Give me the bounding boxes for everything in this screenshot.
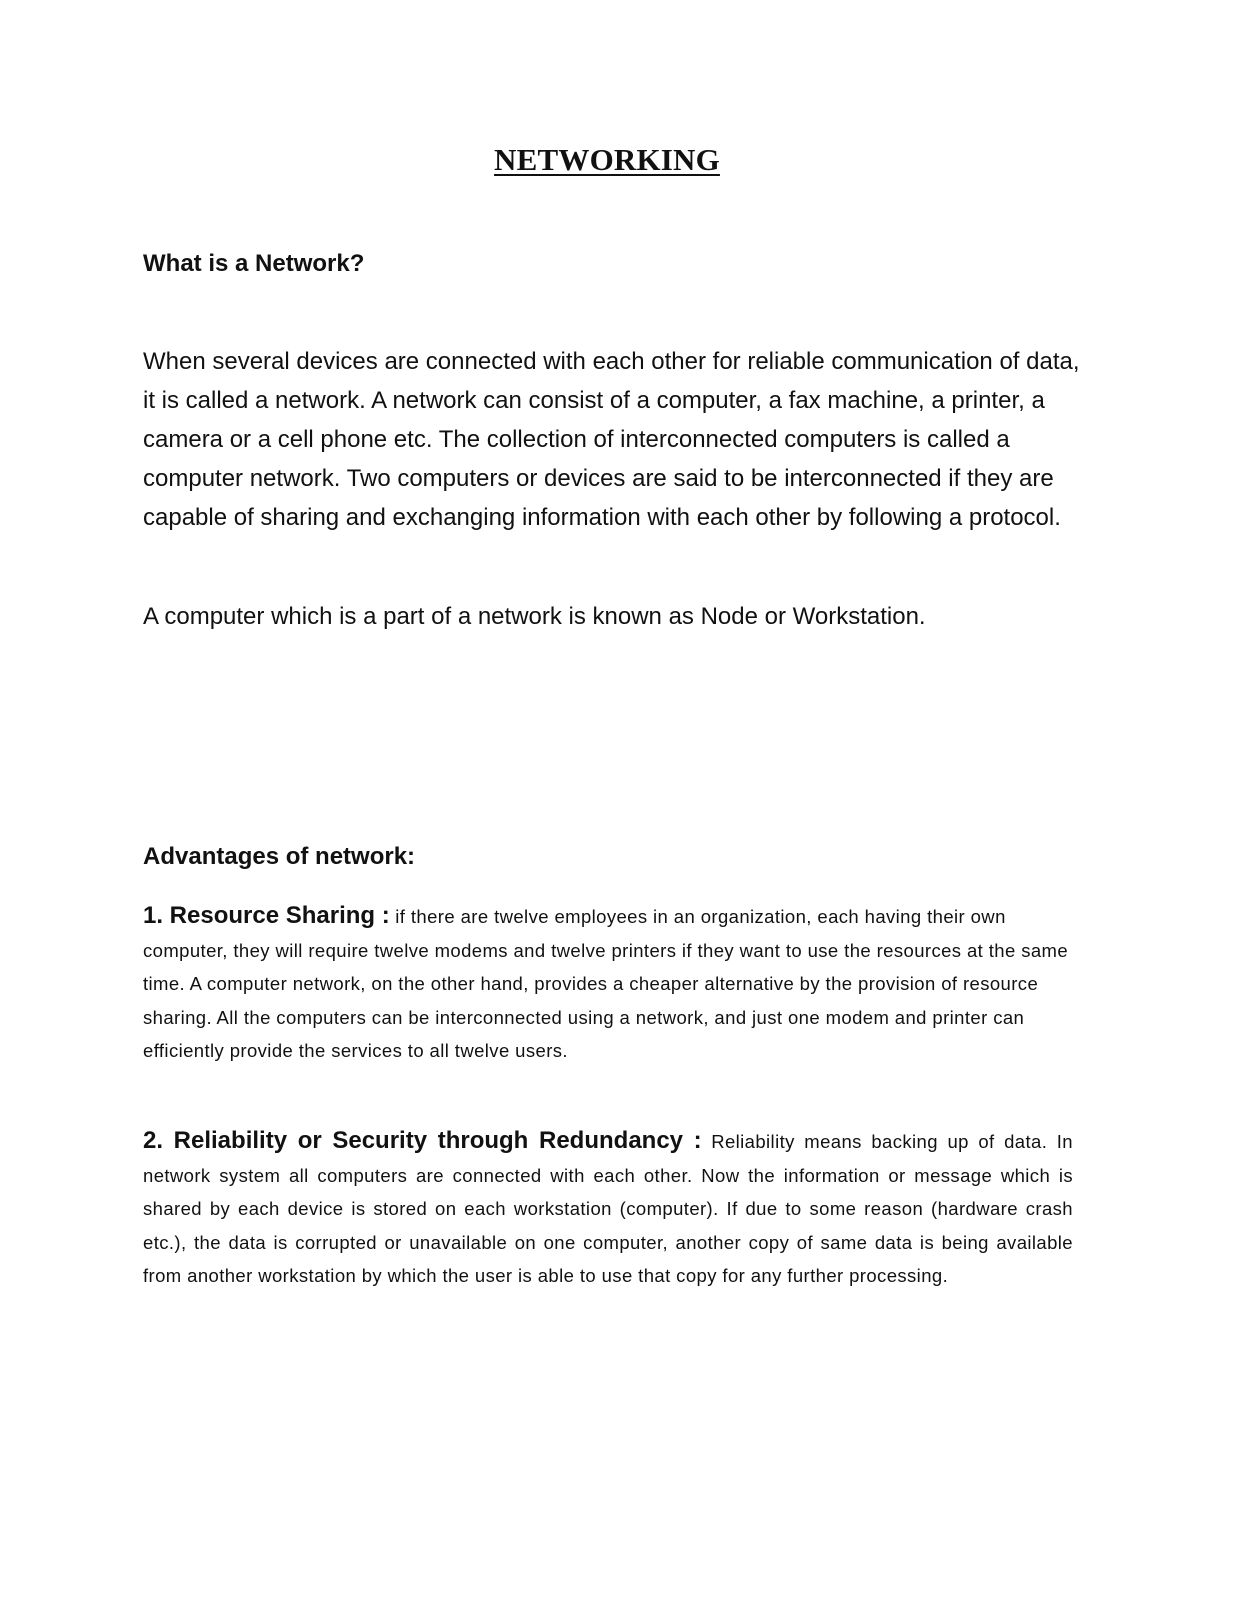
node-definition-paragraph: A computer which is a part of a network is known as Node or Workstation. bbox=[143, 603, 926, 630]
advantage-item-resource-sharing bbox=[143, 899, 1073, 1068]
advantage-item-text: Reliability means backing up of data. In network system all computers are connected with each other. Now the information or message which is shared by each device is stored on each workstation (computer). If due to some reason (hardware crash etc.), the data is corrupted or unavailable on one computer, another copy of same data is being available from another workstation by which the user is able to use that copy for any further processing. bbox=[143, 1131, 1073, 1286]
network-definition-paragraph: When several devices are connected with each other for reliable communication of data, it is called a network. A network can consist of a computer, a fax machine, a printer, a camera or a cell phone etc. The collection of interconnected computers is called a computer network. Two computers or devices are said to be interconnected if they are capable of sharing and exchanging information with each other by following a protocol. bbox=[143, 348, 1080, 531]
advantage-item-heading: 1. Resource Sharing : bbox=[143, 902, 390, 929]
section-heading-what-is-network: What is a Network? bbox=[143, 250, 365, 277]
advantage-item-text: if there are twelve employees in an organization, each having their own computer, they will require twelve modems and twelve printers if they want to use the resources at the same time. A computer network, on the other hand, provides a cheaper alternative by the provision of resource sharing. All the computers can be interconnected using a network, and just one modem and printer can efficiently provide the services to all twelve users. bbox=[143, 906, 1069, 1061]
page-title: NETWORKING bbox=[494, 142, 720, 177]
advantage-item-reliability bbox=[143, 1124, 1073, 1293]
advantage-item-heading: 2. Reliability or Security through Redundancy : bbox=[143, 1127, 702, 1154]
section-heading-advantages: Advantages of network: bbox=[143, 843, 416, 870]
